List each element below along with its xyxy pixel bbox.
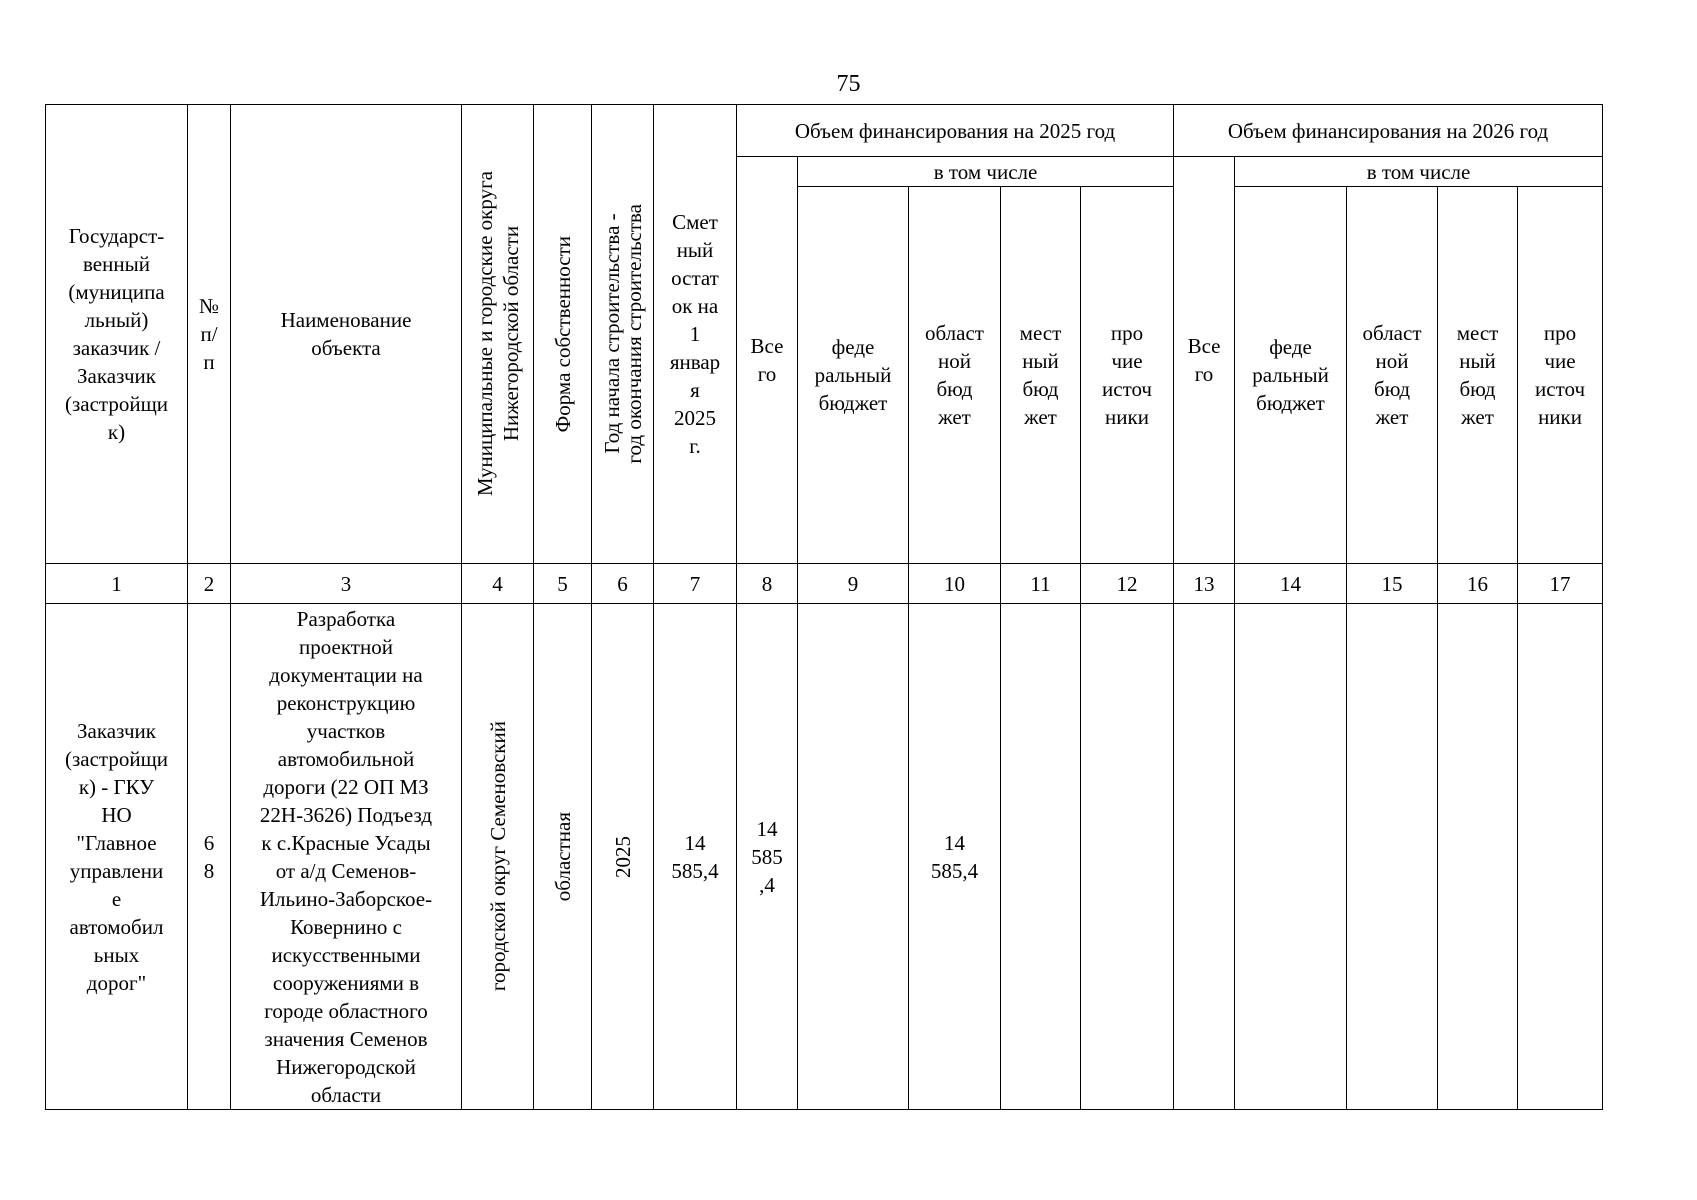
- column-number: 8: [737, 564, 798, 604]
- header-local-2026: мест ный бюд жет: [1438, 187, 1518, 564]
- column-number: 2: [188, 564, 231, 604]
- header-row-number: № п/ п: [188, 105, 231, 564]
- header-ownership: Форма собственности: [534, 105, 592, 564]
- cell-total-2025: 14 585 ,4: [737, 604, 798, 1110]
- header-federal-2025: феде ральный бюджет: [798, 187, 909, 564]
- column-number: 7: [654, 564, 737, 604]
- header-local-2025: мест ный бюд жет: [1001, 187, 1081, 564]
- column-number: 17: [1518, 564, 1603, 604]
- column-number: 15: [1347, 564, 1438, 604]
- cell-years: 2025: [592, 604, 654, 1110]
- table-row: [46, 604, 1603, 1110]
- column-number: 9: [798, 564, 909, 604]
- header-remaining-estimate: Смет ный остат ок на 1 январ я 2025 г.: [654, 105, 737, 564]
- header-municipality: Муниципальные и городские округа Нижегородской области: [462, 105, 534, 564]
- column-number: 13: [1174, 564, 1235, 604]
- column-number: 10: [909, 564, 1001, 604]
- financing-table: [45, 104, 1603, 1110]
- header-customer: Государст- венный (муниципа льный) заказчик / Заказчик (застройщи к): [46, 105, 188, 564]
- header-including-2025: в том числе: [798, 157, 1174, 187]
- header-other-2025: про чие источ ники: [1081, 187, 1174, 564]
- cell-other-2026: [1518, 604, 1603, 1110]
- column-number: 12: [1081, 564, 1174, 604]
- header-object-name: Наименование объекта: [231, 105, 462, 564]
- column-number: 5: [534, 564, 592, 604]
- column-number: 1: [46, 564, 188, 604]
- header-funding-2025: Объем финансирования на 2025 год: [737, 105, 1174, 157]
- column-number: 3: [231, 564, 462, 604]
- cell-municipality: городской округ Семеновский: [462, 604, 534, 1110]
- header-total-2025: Все го: [737, 157, 798, 564]
- column-number: 11: [1001, 564, 1081, 604]
- header-including-2026: в том числе: [1235, 157, 1603, 187]
- column-number: 4: [462, 564, 534, 604]
- cell-local-2026: [1438, 604, 1518, 1110]
- cell-object-name: Разработка проектной документации на реконструкцию участков автомобильной дороги (22 ОП МЗ 22Н-3626) Подъезд к с.Красные Усады от а/д Семенов- Ильино-Заборское- Ковернино с искусственными сооружениями в городе областного значения Семенов Нижегородской области: [231, 604, 462, 1110]
- cell-customer: Заказчик (застройщи к) - ГКУ НО "Главное управлени е автомобил ьных дорог": [46, 604, 188, 1110]
- column-number-row: [46, 564, 1603, 604]
- header-regional-2025: област ной бюд жет: [909, 187, 1001, 564]
- header-regional-2026: област ной бюд жет: [1347, 187, 1438, 564]
- column-number: 6: [592, 564, 654, 604]
- cell-other-2025: [1081, 604, 1174, 1110]
- header-construction-years: Год начала строительства - год окончания строительства: [592, 105, 654, 564]
- cell-remaining: 14 585,4: [654, 604, 737, 1110]
- header-funding-2026: Объем финансирования на 2026 год: [1174, 105, 1603, 157]
- column-number: 16: [1438, 564, 1518, 604]
- cell-federal-2025: [798, 604, 909, 1110]
- page-number: 75: [836, 71, 861, 97]
- cell-row-number: 6 8: [188, 604, 231, 1110]
- header-other-2026: про чие источ ники: [1518, 187, 1603, 564]
- cell-local-2025: [1001, 604, 1081, 1110]
- cell-regional-2026: [1347, 604, 1438, 1110]
- cell-regional-2025: 14 585,4: [909, 604, 1001, 1110]
- cell-total-2026: [1174, 604, 1235, 1110]
- cell-ownership: областная: [534, 604, 592, 1110]
- column-number: 14: [1235, 564, 1347, 604]
- header-total-2026: Все го: [1174, 157, 1235, 564]
- header-federal-2026: феде ральный бюджет: [1235, 187, 1347, 564]
- cell-federal-2026: [1235, 604, 1347, 1110]
